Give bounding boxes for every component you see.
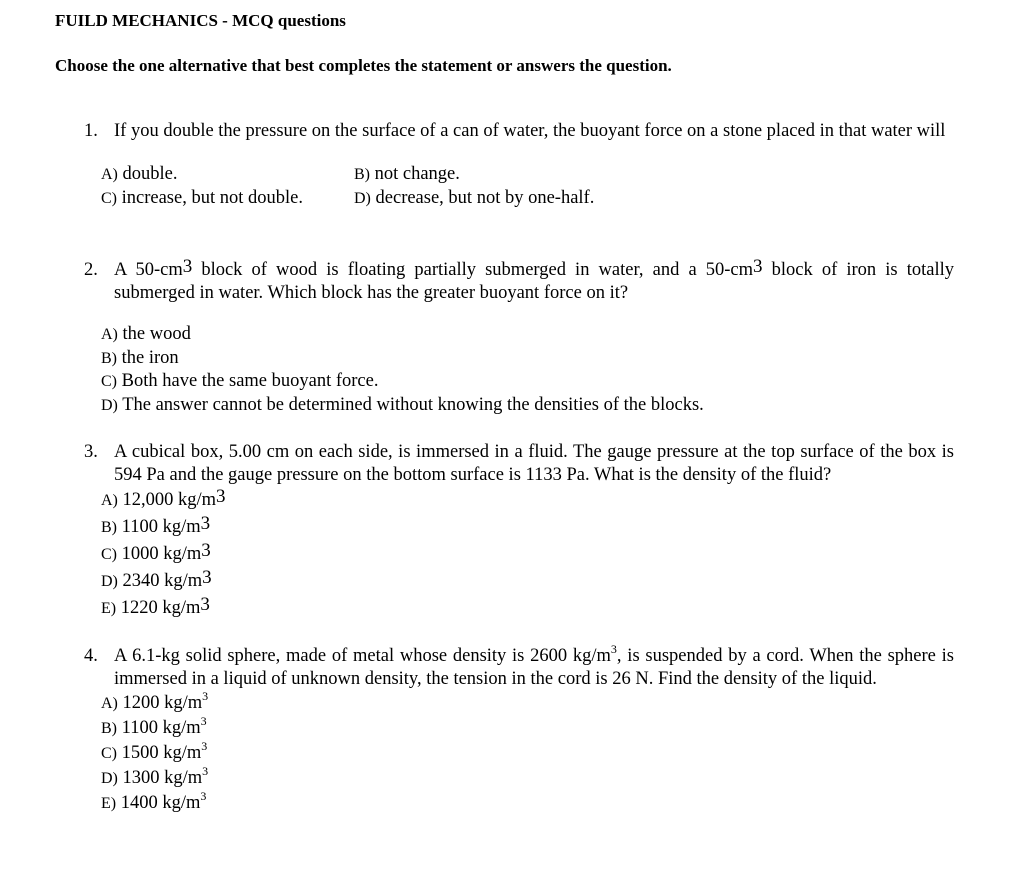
option-text: The answer cannot be determined without knowing the densities of the blocks. — [122, 394, 704, 415]
option-text: 1300 kg/m — [122, 768, 203, 788]
text-part: block of iron is totally submerged in water. Which block has the greater buoyant force on it? — [114, 260, 954, 303]
option-b[interactable] — [101, 716, 954, 741]
question-number: 1. — [84, 121, 98, 141]
question-number: 2. — [84, 260, 98, 280]
option-text: 1500 kg/m — [121, 743, 202, 763]
option-text: decrease, but not by one-half. — [375, 187, 595, 208]
superscript: 3 — [202, 764, 209, 778]
option-label: E) — [101, 600, 117, 617]
option-d[interactable] — [101, 568, 954, 595]
option-a[interactable] — [101, 691, 954, 716]
option-text: 1000 kg/m — [121, 544, 202, 564]
option-text: the wood — [122, 324, 191, 344]
option-text: double. — [122, 164, 178, 184]
option-label: C) — [101, 189, 117, 207]
superscript: 3 — [202, 567, 212, 588]
option-c[interactable] — [101, 187, 354, 211]
superscript: 3 — [202, 689, 209, 703]
option-c[interactable] — [101, 541, 954, 568]
option-d[interactable] — [101, 766, 954, 791]
superscript: 3 — [753, 256, 763, 277]
question-text: A cubical box, 5.00 cm on each side, is immersed in a fluid. The gauge pressure at the top surface of the box is 594 Pa and the gauge pressure on the bottom surface is 1133 Pa. What is the density of the fluid? — [114, 442, 954, 485]
option-label: D) — [354, 189, 371, 207]
option-text: not change. — [374, 164, 460, 184]
superscript: 3 — [182, 256, 193, 277]
option-label: B) — [101, 720, 117, 737]
option-a[interactable] — [101, 323, 954, 347]
option-text: 1400 kg/m — [120, 793, 201, 813]
option-e[interactable] — [101, 791, 954, 816]
question-4 — [84, 642, 954, 816]
option-text: the iron — [121, 347, 179, 368]
text-part: A 6.1-kg solid sphere, made of metal whose density is 2600 kg/m — [114, 646, 611, 666]
option-label: E) — [101, 795, 117, 812]
option-label: A) — [101, 695, 118, 712]
option-c[interactable] — [101, 741, 954, 766]
option-d[interactable] — [101, 394, 954, 418]
question-number: 3. — [84, 442, 98, 462]
superscript: 3 — [200, 714, 207, 728]
option-label: A) — [101, 326, 118, 343]
page-title: FUILD MECHANICS - MCQ questions — [55, 11, 346, 30]
options — [101, 487, 954, 622]
option-d[interactable] — [354, 187, 954, 211]
superscript: 3 — [610, 642, 617, 656]
question-text — [114, 256, 954, 305]
options — [101, 163, 954, 210]
option-label: B) — [101, 519, 117, 536]
option-text: Both have the same buoyant force. — [121, 371, 379, 391]
option-label: D) — [101, 770, 118, 787]
superscript: 3 — [200, 789, 207, 803]
option-text: increase, but not double. — [121, 187, 303, 208]
question-2 — [84, 256, 954, 417]
option-b[interactable] — [101, 514, 954, 541]
option-text: 2340 kg/m — [122, 571, 203, 591]
question-text: If you double the pressure on the surface of a can of water, the buoyant force on a stone placed in that water will — [114, 121, 946, 141]
text-part: , is suspended by a cord. When the sphere is immersed in a liquid of unknown density, the tension in the cord is 26 N. Find the density of the liquid. — [114, 646, 954, 689]
option-label: B) — [354, 166, 370, 183]
option-label: A) — [101, 166, 118, 183]
option-text: 1100 kg/m — [121, 517, 201, 537]
superscript: 3 — [201, 739, 208, 753]
option-a[interactable] — [101, 163, 354, 187]
option-label: B) — [101, 349, 117, 367]
option-label: C) — [101, 546, 117, 563]
superscript: 3 — [200, 513, 211, 534]
option-b[interactable] — [354, 163, 954, 187]
question-text — [114, 642, 954, 691]
text-part: block of wood is floating partially submerged in water, and a 50-cm — [192, 260, 754, 280]
option-b[interactable] — [101, 347, 954, 371]
superscript: 3 — [201, 540, 211, 561]
option-text: 1100 kg/m — [121, 718, 201, 738]
option-a[interactable] — [101, 487, 954, 514]
superscript: 3 — [216, 486, 226, 507]
option-text: 1200 kg/m — [122, 693, 203, 713]
option-label: C) — [101, 373, 117, 390]
text-part: A 50-cm — [114, 260, 183, 280]
question-3 — [84, 441, 954, 622]
instructions: Choose the one alternative that best completes the statement or answers the question. — [55, 56, 672, 75]
option-label: A) — [101, 492, 118, 509]
option-label: D) — [101, 573, 118, 590]
options — [101, 691, 954, 816]
question-1 — [84, 120, 954, 210]
superscript: 3 — [200, 594, 210, 615]
option-label: C) — [101, 745, 117, 762]
question-number: 4. — [84, 646, 98, 666]
option-label: D) — [101, 396, 118, 414]
option-c[interactable] — [101, 370, 954, 394]
option-text: 1220 kg/m — [120, 598, 201, 618]
options — [101, 323, 954, 417]
option-e[interactable] — [101, 595, 954, 622]
option-text: 12,000 kg/m — [122, 490, 217, 510]
